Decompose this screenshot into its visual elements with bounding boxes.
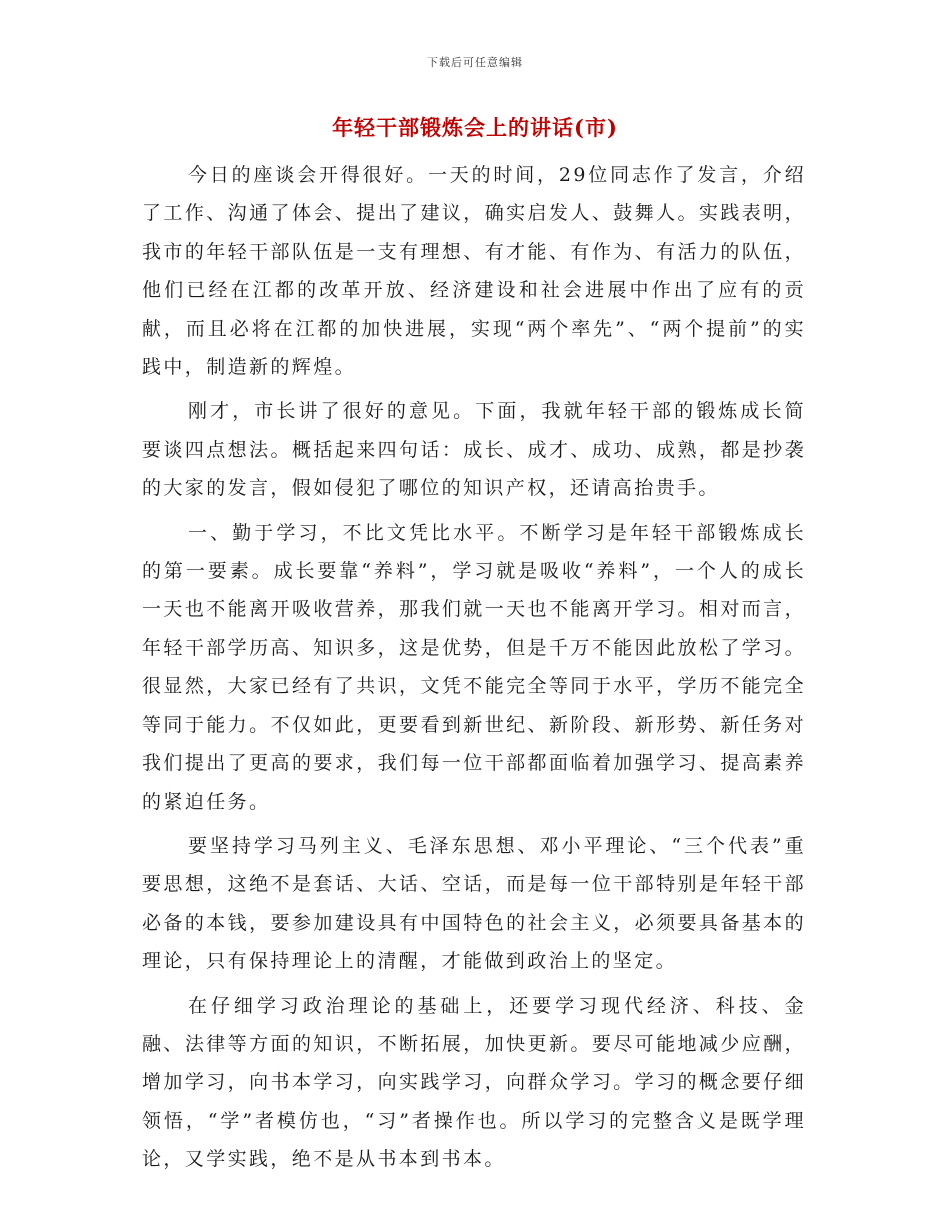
page-header-note: 下载后可任意编辑	[427, 56, 523, 69]
paragraph-4: 要坚持学习马列主义、毛泽东思想、邓小平理论、“三个代表”重要思想，这绝不是套话、大话、空话，而是每一位干部特别是年轻干部必备的本钱，要参加建设具有中国特色的社会主义，必须要具备基本的理论，只有保持理论上的清醒，才能做到政治上的坚定。	[142, 834, 806, 973]
document-body	[142, 156, 806, 1185]
paragraph-1: 今日的座谈会开得很好。一天的时间，29位同志作了发言，介绍了工作、沟通了体会、提出了建议，确实启发人、鼓舞人。实践表明，我市的年轻干部队伍是一支有理想、有才能、有作为、有活力的队伍，他们已经在江都的改革开放、经济建设和社会进展中作出了应有的贡献，而且必将在江都的加快进展，实现“两个率先”、“两个提前”的实践中，制造新的辉煌。	[142, 164, 806, 379]
paragraph-5: 在仔细学习政治理论的基础上，还要学习现代经济、科技、金融、法律等方面的知识，不断拓展，加快更新。要尽可能地减少应酬，增加学习，向书本学习，向实践学习，向群众学习。学习的概念要仔细领悟，“学”者模仿也，“习”者操作也。所以学习的完整含义是既学理论，又学实践，绝不是从书本到书本。	[142, 994, 806, 1171]
document-title: 年轻干部锻炼会上的讲话(市)	[332, 115, 618, 140]
paragraph-3: 一、勤于学习，不比文凭比水平。不断学习是年轻干部锻炼成长的第一要素。成长要靠“养料”，学习就是吸收“养料”，一个人的成长一天也不能离开吸收营养，那我们就一天也不能离开学习。相对而言，年轻干部学历高、知识多，这是优势，但是千万不能因此放松了学习。很显然，大家已经有了共识，文凭不能完全等同于水平，学历不能完全等同于能力。不仅如此，更要看到新世纪、新阶段、新形势、新任务对我们提出了更高的要求，我们每一位干部都面临着加强学习、提高素养的紧迫任务。	[142, 521, 806, 813]
paragraph-2: 刚才，市长讲了很好的意见。下面，我就年轻干部的锻炼成长简要谈四点想法。概括起来四句话：成长、成才、成功、成熟，都是抄袭的大家的发言，假如侵犯了哪位的知识产权，还请高抬贵手。	[142, 400, 806, 500]
